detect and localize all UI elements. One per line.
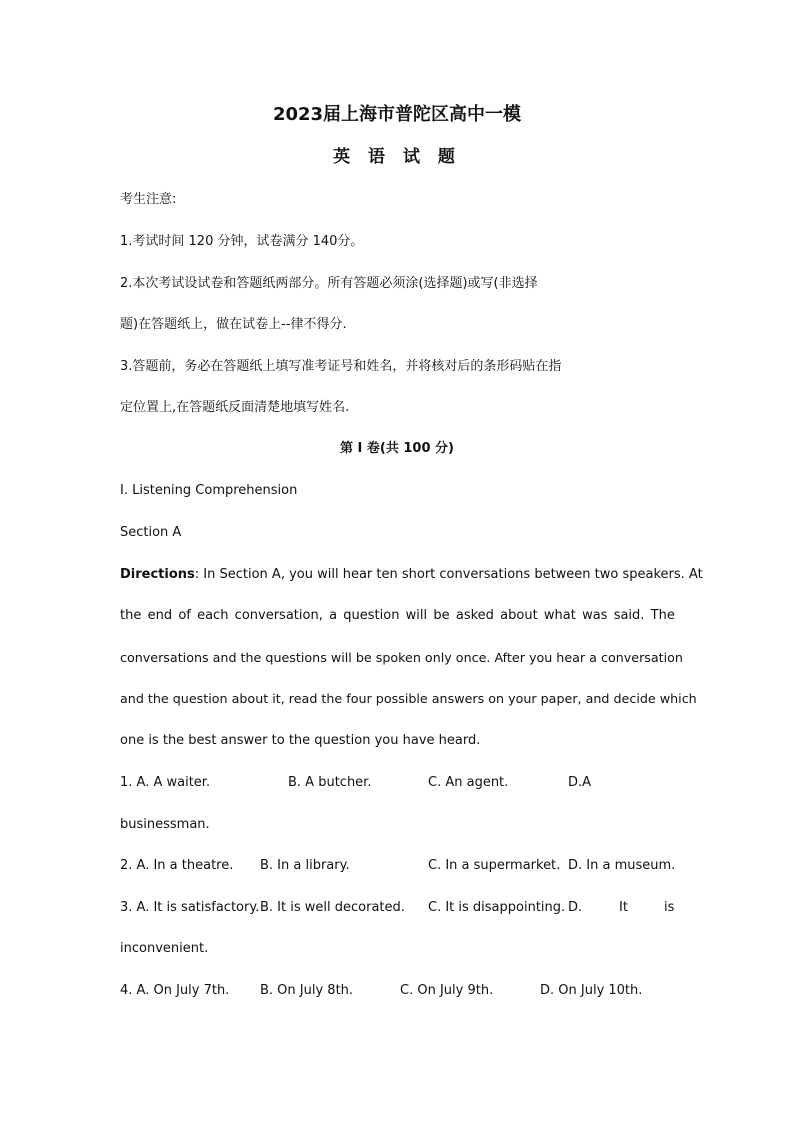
notice-item-2-line-2: 题)在答题纸上，做在试卷上--律不得分. (120, 317, 347, 332)
q3-option-b: B. It is well decorated. (260, 900, 405, 915)
q4-option-a: 4. A. On July 7th. (120, 983, 230, 998)
word: of (178, 608, 191, 623)
q1-option-a: 1. A. A waiter. (120, 775, 211, 790)
directions-line-4: and the question about it, read the four possible answers on your paper, and decide which (120, 691, 697, 706)
q3-option-d-continued: inconvenient. (120, 941, 209, 956)
word: the (120, 608, 142, 623)
q4-option-b: B. On July 8th. (260, 983, 354, 998)
word: what (543, 608, 576, 623)
q1-option-d: D.A (568, 775, 592, 790)
q4-option-d: D. On July 10th. (540, 983, 643, 998)
word: about (500, 608, 538, 623)
directions-line-1 (120, 567, 703, 583)
exam-title: 2023届上海市普陀区高中一模 (272, 104, 522, 125)
word: question (343, 608, 400, 623)
q3-option-d-part-1: D. (568, 900, 583, 915)
q3-option-a: 3. A. It is satisfactory. (120, 900, 260, 915)
notice-item-3-line-1: 3.答题前，务必在答题纸上填写准考证号和姓名，并将核对后的条形码贴在指 (120, 359, 562, 374)
word: end (147, 608, 173, 623)
word: The (650, 608, 675, 623)
directions-line-5: one is the best answer to the question you have heard. (120, 733, 481, 748)
q1-option-c: C. An agent. (428, 775, 509, 790)
directions-label: Directions (120, 567, 195, 582)
section-heading: I. Listening Comprehension (120, 483, 298, 498)
q2-option-a: 2. A. In a theatre. (120, 858, 234, 873)
word: said. (613, 608, 645, 623)
word: will (405, 608, 428, 623)
q2-option-c: C. In a supermarket. (428, 858, 561, 873)
q2-option-b: B. In a library. (260, 858, 350, 873)
notice-item-1: 1.考试时间 120 分钟，试卷满分 140分。 (120, 234, 364, 249)
q1-option-d-continued: businessman. (120, 817, 210, 832)
word: each (197, 608, 229, 623)
q1-option-b: B. A butcher. (288, 775, 372, 790)
directions-line-3: conversations and the questions will be spoken only once. After you hear a conversation (120, 650, 683, 665)
word: was (582, 608, 608, 623)
q4-option-c: C. On July 9th. (400, 983, 494, 998)
q2-option-d: D. In a museum. (568, 858, 676, 873)
notice-item-2-line-1: 2.本次考试设试卷和答题纸两部分。所有答题必须涂(选择题)或写(非选择 (120, 276, 538, 291)
exam-subtitle: 英 语 试 题 (333, 147, 461, 167)
part-title: 第 I 卷(共 100 分) (340, 441, 454, 456)
word: a (329, 608, 338, 623)
q3-option-d-part-2: It (619, 900, 628, 915)
notice-item-3-line-2: 定位置上,在答题纸反面清楚地填写姓名. (120, 400, 350, 415)
directions-line-1-text: : In Section A, you will hear ten short conversations between two speakers. At (194, 567, 703, 582)
word: conversation, (234, 608, 323, 623)
notice-heading: 考生注意: (120, 192, 177, 207)
word: be (433, 608, 450, 623)
directions-line-2 (120, 608, 675, 624)
section-a-heading: Section A (120, 525, 182, 540)
q3-option-d-part-3: is (664, 900, 675, 915)
word: asked (455, 608, 494, 623)
q3-option-c: C. It is disappointing. (428, 900, 566, 915)
